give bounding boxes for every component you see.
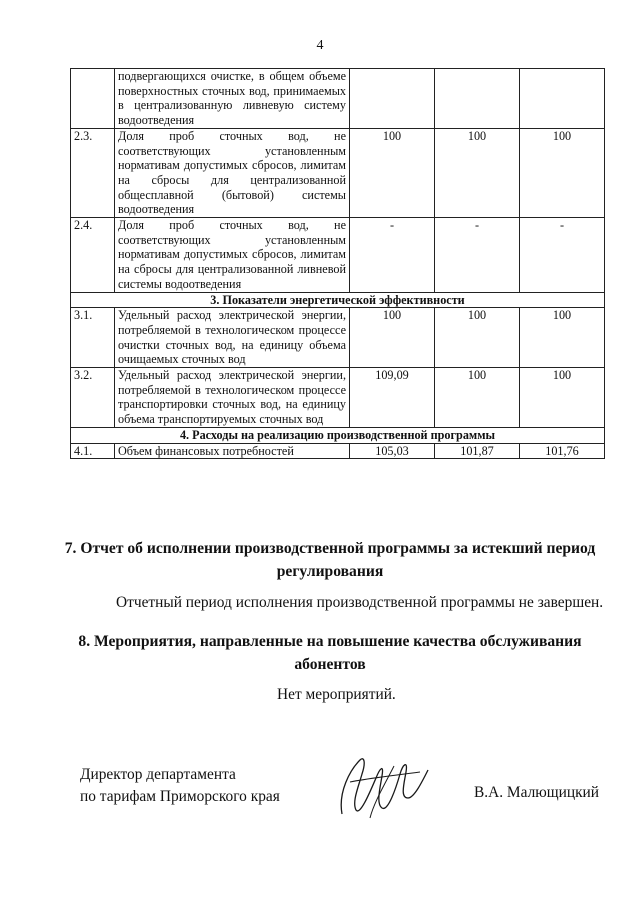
table-row <box>71 128 605 217</box>
table-row <box>71 443 605 459</box>
value-cell <box>520 69 605 129</box>
row-number: 4.1. <box>71 443 115 459</box>
table-row <box>71 218 605 293</box>
value-cell: - <box>350 218 435 293</box>
value-cell: 100 <box>520 308 605 368</box>
position-line-2: по тарифам Приморского края <box>80 788 280 805</box>
table-row <box>71 69 605 129</box>
row-number: 3.2. <box>71 368 115 428</box>
section-7-heading: 7. Отчет об исполнении производственной программы за истекший период регулирования <box>64 540 596 580</box>
section-title: 4. Расходы на реализацию производственной программы <box>71 427 605 443</box>
value-cell: 109,09 <box>350 368 435 428</box>
row-description: подвергающихся очистке, в общем объеме поверхностных сточных вод, принимаемых в централизованную ливневую систему водоотведения <box>115 69 350 129</box>
signatory-position <box>80 764 280 808</box>
row-number <box>71 69 115 129</box>
row-description: Доля проб сточных вод, не соответствующих установленным нормативам допустимых сбросов, лимитам на сбросы для централизованной ливневой системы водоотведения <box>115 218 350 293</box>
value-cell <box>350 69 435 129</box>
value-cell: 101,76 <box>520 443 605 459</box>
value-cell: 100 <box>520 128 605 217</box>
value-cell: 100 <box>435 368 520 428</box>
value-cell: 100 <box>350 308 435 368</box>
value-cell: 100 <box>520 368 605 428</box>
indicators-table <box>70 68 605 459</box>
value-cell: 105,03 <box>350 443 435 459</box>
table-row <box>71 308 605 368</box>
section-row <box>71 427 605 443</box>
table-row <box>71 368 605 428</box>
value-cell: - <box>520 218 605 293</box>
section-8-text: Нет мероприятий. <box>277 686 396 703</box>
value-cell: 101,87 <box>435 443 520 459</box>
section-8-heading: 8. Мероприятия, направленные на повышение качества обслуживания абонентов <box>78 633 582 673</box>
section-title: 3. Показатели энергетической эффективности <box>71 292 605 308</box>
page-number: 4 <box>316 38 324 53</box>
row-description: Удельный расход электрической энергии, потребляемой в технологическом процессе транспортировки сточных вод, на единицу объема транспортируемых сточных вод <box>115 368 350 428</box>
value-cell: - <box>435 218 520 293</box>
signatory-name: В.А. Малющицкий <box>474 784 600 801</box>
value-cell <box>435 69 520 129</box>
row-description: Объем финансовых потребностей <box>115 443 350 459</box>
row-number: 2.3. <box>71 128 115 217</box>
row-number: 2.4. <box>71 218 115 293</box>
row-description: Удельный расход электрической энергии, потребляемой в технологическом процессе очистки сточных вод, на единицу объема очищаемых сточных вод <box>115 308 350 368</box>
row-description: Доля проб сточных вод, не соответствующих установленным нормативам допустимых сбросов, лимитам на сбросы для централизованной общесплавной (бытовой) системы водоотведения <box>115 128 350 217</box>
section-7-text: Отчетный период исполнения производственной программы не завершен. <box>116 594 604 611</box>
section-row <box>71 292 605 308</box>
row-number: 3.1. <box>71 308 115 368</box>
value-cell: 100 <box>435 308 520 368</box>
value-cell: 100 <box>350 128 435 217</box>
value-cell: 100 <box>435 128 520 217</box>
handwritten-signature <box>330 752 440 822</box>
position-line-1: Директор департамента <box>80 766 236 783</box>
